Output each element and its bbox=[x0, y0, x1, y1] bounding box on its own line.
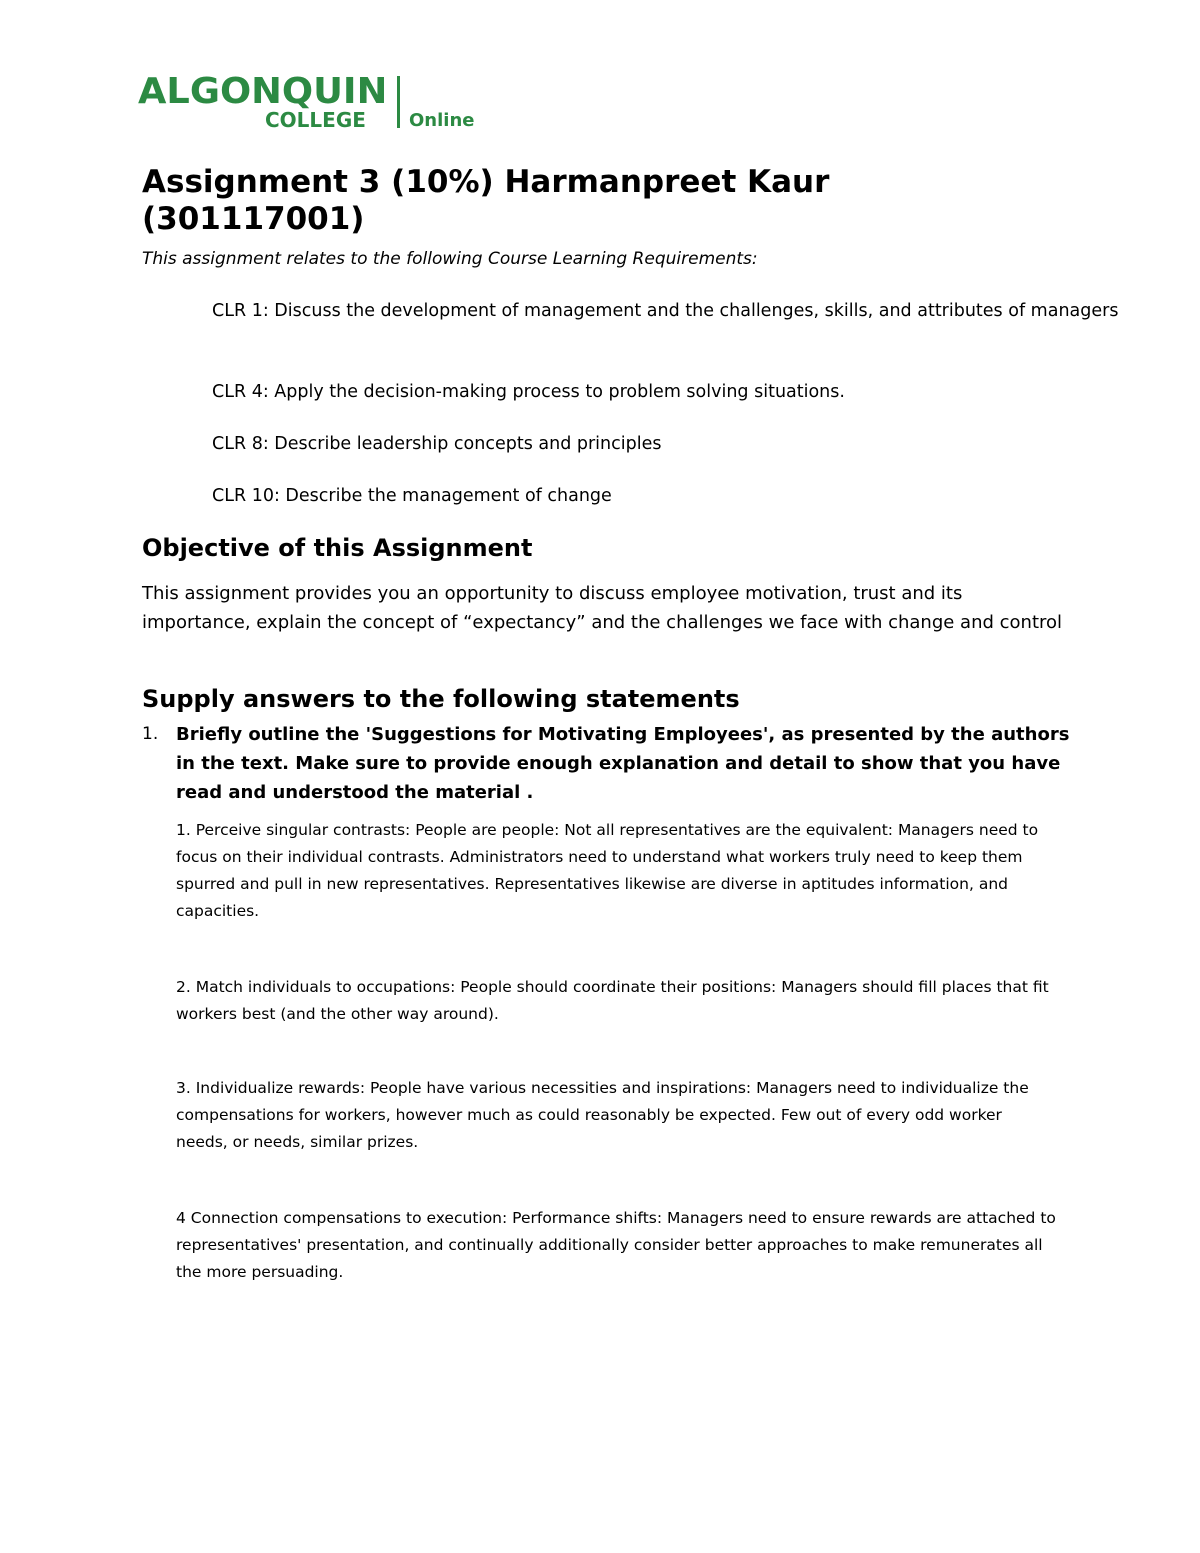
clr-item: CLR 1: Discuss the development of management and the challenges, skills, and attributes of managers bbox=[212, 301, 1119, 321]
logo-divider bbox=[397, 76, 400, 128]
supply-heading: Supply answers to the following statements bbox=[142, 685, 740, 713]
logo-algonquin-text: ALGONQUIN bbox=[138, 71, 388, 112]
logo-online-text: Online bbox=[409, 110, 475, 131]
answer-paragraph: 2. Match individuals to occupations: People should coordinate their positions: Managers should fill places that fit workers best (and the other way around). bbox=[176, 978, 1049, 1023]
clr-item: CLR 8: Describe leadership concepts and principles bbox=[212, 434, 662, 454]
question-text: Briefly outline the 'Suggestions for Motivating Employees', as presented by the authors in the text. Make sure to provide enough explanation and detail to show that you have read and understood the material . bbox=[176, 724, 1070, 803]
clr-intro: This assignment relates to the following Course Learning Requirements: bbox=[142, 249, 758, 269]
question-item bbox=[142, 720, 1072, 807]
question-number: 1. bbox=[142, 724, 159, 744]
college-logo bbox=[138, 72, 498, 134]
answer-paragraph: 1. Perceive singular contrasts: People are people: Not all representatives are the equivalent: Managers need to focus on their individual contrasts. Administrators need to understand what workers truly need to keep them spurred and pull in new representatives. Representatives likewise are diverse in aptitudes information, and capacities. bbox=[176, 821, 1039, 920]
page-title: Assignment 3 (10%) Harmanpreet Kaur (301117001) bbox=[142, 164, 830, 237]
objective-text: This assignment provides you an opportunity to discuss employee motivation, trust and its importance, explain the concept of “expectancy” and the challenges we face with change and control bbox=[142, 583, 1063, 633]
clr-item: CLR 10: Describe the management of change bbox=[212, 486, 612, 506]
logo-college-text: COLLEGE bbox=[265, 108, 366, 132]
answer-paragraph: 4 Connection compensations to execution: Performance shifts: Managers need to ensure rewards are attached to representatives' presentation, and continually additionally consider better approaches to make remunerates all the more persuading. bbox=[176, 1209, 1056, 1281]
clr-item: CLR 4: Apply the decision-making process to problem solving situations. bbox=[212, 382, 845, 402]
answer-paragraph: 3. Individualize rewards: People have various necessities and inspirations: Managers need to individualize the compensations for workers, however much as could reasonably be expected. Few out of every odd worker needs, or needs, similar prizes. bbox=[176, 1079, 1029, 1151]
objective-heading: Objective of this Assignment bbox=[142, 534, 533, 562]
